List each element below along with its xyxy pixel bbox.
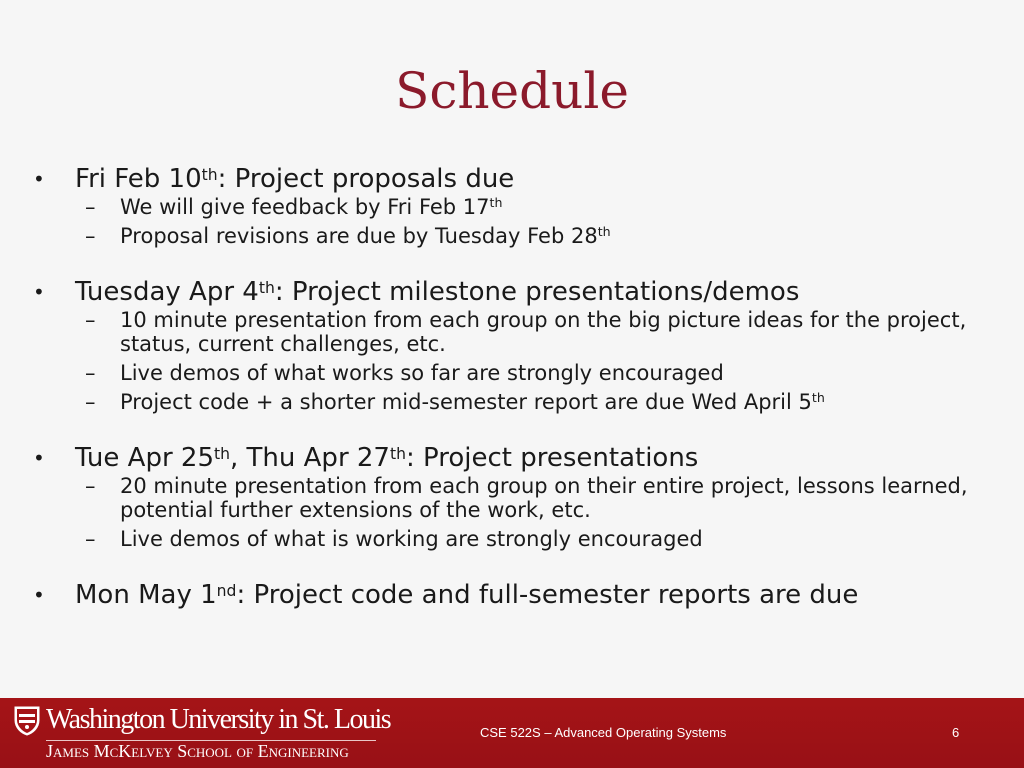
- sub-bullet-text: 20 minute presentation from each group on their entire project, lessons learned, potential further extensions of the work, etc.: [120, 474, 968, 522]
- superscript: th: [389, 445, 406, 463]
- university-logo: [14, 704, 391, 762]
- shield-icon: [14, 706, 40, 736]
- school-name: James McKelvey School of Engineering: [46, 741, 349, 761]
- sub-bullet-item: [30, 308, 990, 356]
- bullet-text: : Project milestone presentations/demos: [274, 277, 800, 307]
- bullet-text: : Project code and full-semester reports are due: [236, 580, 859, 610]
- superscript: th: [811, 390, 825, 405]
- bullet-text: Fri Feb 10: [75, 164, 202, 194]
- university-name: Washington University in St. Louis: [46, 704, 391, 735]
- bullet-text: Tue Apr 25: [75, 443, 215, 473]
- sub-bullet-text: We will give feedback by Fri Feb 17: [120, 195, 490, 219]
- page-number: 6: [952, 725, 960, 740]
- sub-bullet-text: Proposal revisions are due by Tuesday Feb 28: [120, 224, 598, 248]
- superscript: th: [258, 279, 275, 297]
- superscript: th: [489, 195, 503, 210]
- sub-bullet-item: [30, 474, 990, 522]
- sub-bullet-item: [30, 527, 990, 551]
- slide-title: Schedule: [395, 62, 629, 120]
- superscript: nd: [216, 582, 237, 600]
- slide-content: [30, 163, 990, 611]
- superscript: th: [214, 445, 231, 463]
- bullet-text: Mon May 1: [75, 580, 217, 610]
- sub-bullet-item: [30, 390, 990, 414]
- sub-bullet-text: Live demos of what works so far are strongly encouraged: [120, 361, 724, 385]
- footer-bar: [0, 698, 1024, 768]
- bullet-item: [30, 579, 990, 611]
- sub-bullet-item: [30, 224, 990, 248]
- sub-bullet-text: Project code + a shorter mid-semester report are due Wed April 5: [120, 390, 812, 414]
- bullet-text: : Project proposals due: [217, 164, 515, 194]
- bullet-item: [30, 442, 990, 474]
- bullet-text: , Thu Apr 27: [230, 443, 390, 473]
- bullet-item: [30, 276, 990, 308]
- sub-bullet-item: [30, 195, 990, 219]
- sub-bullet-item: [30, 361, 990, 385]
- bullet-text: Tuesday Apr 4: [75, 277, 259, 307]
- superscript: th: [597, 224, 611, 239]
- sub-bullet-text: Live demos of what is working are strongly encouraged: [120, 527, 703, 551]
- course-name: CSE 522S – Advanced Operating Systems: [480, 725, 727, 740]
- bullet-text: : Project presentations: [405, 443, 699, 473]
- bullet-item: [30, 163, 990, 195]
- sub-bullet-text: 10 minute presentation from each group on the big picture ideas for the project, status, current challenges, etc.: [120, 308, 967, 356]
- superscript: th: [201, 166, 218, 184]
